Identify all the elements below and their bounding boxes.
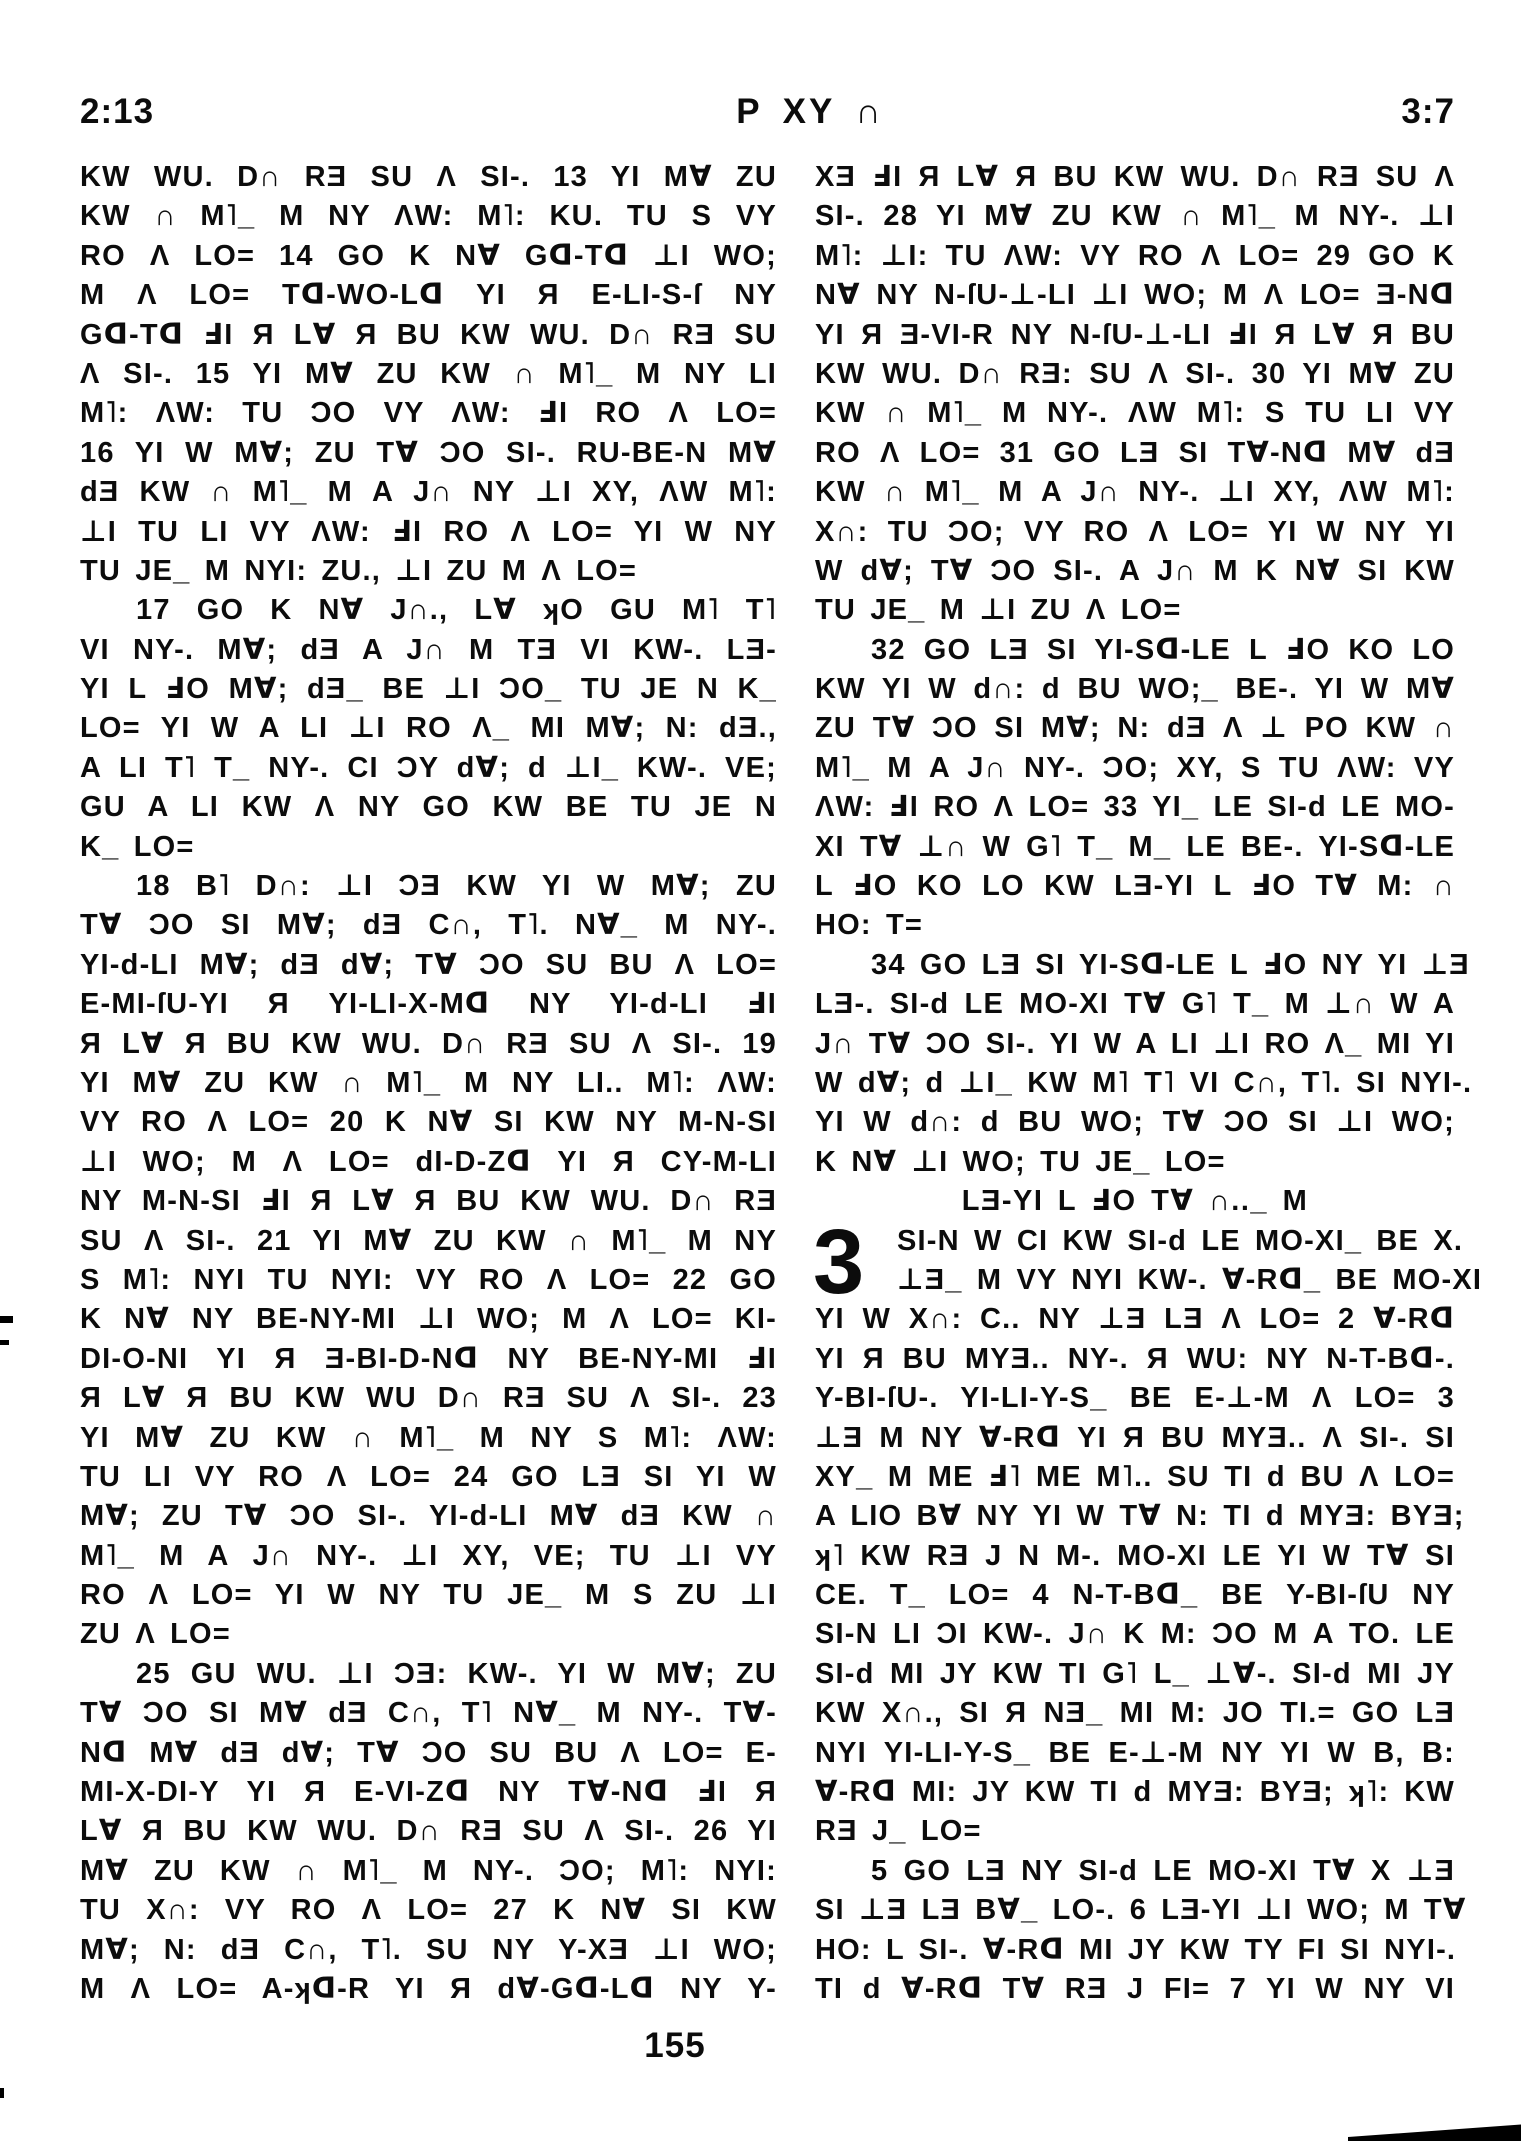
text-line: 17 GO K N∀ J∩., L∀ ʞO GU M˥ T˥ bbox=[136, 594, 777, 627]
text-line: T∀ ƆO SI M∀ dƎ C∩, T˥ N∀_ M NY-. T∀- bbox=[80, 1697, 777, 1730]
text-line: RO Λ LO= 14 GO K N∀ Gᗡ-Tᗡ ⊥I WO; bbox=[80, 239, 777, 272]
text-line: TU X∩: VY RO Λ LO= 27 K N∀ SI KW bbox=[80, 1894, 777, 1927]
text-line: RO Λ LO= YI W NY TU JE_ M S ZU ⊥I bbox=[80, 1579, 777, 1612]
text-line: LO= YI W A LI ⊥I RO Λ_ MI M∀; N: dƎ., bbox=[80, 712, 777, 745]
text-line: ⊥Ǝ_ M VY NYI KW-. ∀-Rᗡ_ BE MO-XI bbox=[897, 1263, 1483, 1296]
text-line: DI-O-NI YI Я Ǝ-BI-D-Nᗡ NY BE-NY-MI ℲI bbox=[80, 1342, 777, 1375]
text-line: 18 B˥ D∩: ⊥I ƆƎ KW YI W M∀; ZU bbox=[136, 870, 777, 903]
text-line: K N∀ NY BE-NY-MI ⊥I WO; M Λ LO= KI- bbox=[80, 1303, 777, 1336]
text-line: W d∀; T∀ ƆO SI-. A J∩ M K N∀ SI KW bbox=[815, 554, 1455, 587]
header-verse-range-left: 2:13 bbox=[80, 92, 155, 131]
text-line: HO: T= bbox=[815, 909, 924, 942]
text-line: CE. T_ LO= 4 N-T-Bᗡ_ BE Y-BI-ſU NY bbox=[815, 1579, 1455, 1612]
text-line: X∩: TU ƆO; VY RO Λ LO= YI W NY YI bbox=[815, 515, 1455, 548]
text-line: M˥_ M A J∩ NY-. ƆO; XY, S TU ΛW: VY bbox=[815, 751, 1455, 784]
page-number: 155 bbox=[644, 2026, 706, 2065]
text-line: A LI T˥ T_ NY-. CI ƆY d∀; d ⊥I_ KW-. VE; bbox=[80, 751, 777, 784]
text-line: dƎ KW ∩ M˥_ M A J∩ NY ⊥I XY, ΛW M˥: bbox=[80, 476, 777, 509]
text-line: Я L∀ Я BU KW WU D∩ RƎ SU Λ SI-. 23 bbox=[80, 1382, 777, 1415]
text-line: KW WU. D∩ RƎ: SU Λ SI-. 30 YI M∀ ZU bbox=[815, 357, 1455, 390]
text-line: XY_ M ME Ⅎ˥ ME M˥.. SU TI d BU Λ LO= bbox=[815, 1460, 1455, 1493]
text-line: ΛW: ℲI RO Λ LO= 33 YI_ LE SI-d LE MO- bbox=[815, 791, 1455, 824]
text-line: VI NY-. M∀; dƎ A J∩ M TƎ VI KW-. LƎ- bbox=[80, 633, 777, 666]
text-line: GU A LI KW Λ NY GO KW BE TU JE N bbox=[80, 791, 777, 824]
text-line: ⊥Ǝ M NY ∀-Rᗡ YI Я BU MYƎ.. Λ SI-. SI bbox=[815, 1421, 1455, 1454]
text-line: W d∀; d ⊥I_ KW M˥ T˥ VI C∩, T˥. SI NYI-. bbox=[815, 1066, 1473, 1099]
header-book-title: P XY ∩ bbox=[736, 92, 884, 131]
text-line: XƎ ℲI Я L∀ Я BU KW WU. D∩ RƎ SU Λ bbox=[815, 161, 1455, 193]
text-line: SU Λ SI-. 21 YI M∀ ZU KW ∩ M˥_ M NY bbox=[80, 1224, 777, 1257]
text-column-left bbox=[80, 158, 777, 2009]
text-line: ZU Λ LO= bbox=[80, 1618, 231, 1651]
text-line: M˥: ΛW: TU ƆO VY ΛW: ℲI RO Λ LO= bbox=[80, 397, 777, 430]
text-line: L ℲO KO LO KW LƎ-YI L ℲO T∀ M: ∩ bbox=[815, 870, 1455, 903]
text-line: SI-N LI ƆI KW-. J∩ K M: ƆO M A TO. LE bbox=[815, 1618, 1455, 1651]
text-line: ∀-Rᗡ MI: JY KW TI d MYƎ: BYƎ; ʞ˥: KW bbox=[815, 1776, 1455, 1809]
text-line: SI ⊥Ǝ LƎ B∀_ LO-. 6 LƎ-YI ⊥I WO; M T∀ bbox=[815, 1894, 1467, 1927]
text-line: YI Я BU MYƎ.. NY-. Я WU: NY N-T-Bᗡ-. bbox=[815, 1342, 1455, 1375]
text-line: Я L∀ Я BU KW WU. D∩ RƎ SU Λ SI-. 19 bbox=[80, 1027, 777, 1060]
text-line: 5 GO LƎ NY SI-d LE MO-XI T∀ X ⊥Ǝ bbox=[871, 1854, 1455, 1887]
text-line: SI-. 28 YI M∀ ZU KW ∩ M˥_ M NY-. ⊥I bbox=[815, 200, 1455, 233]
margin-mark bbox=[0, 1316, 13, 1323]
text-line: KW X∩., SI Я NƎ_ MI M: JO TI.= GO LƎ bbox=[815, 1697, 1455, 1730]
text-line: M∀; ZU T∀ ƆO SI-. YI-d-LI M∀ dƎ KW ∩ bbox=[80, 1500, 777, 1533]
text-line: Y-BI-ſU-. YI-LI-Y-S_ BE E-⊥-M Λ LO= 3 bbox=[815, 1382, 1455, 1415]
text-line: MI-X-DI-Y YI Я E-VI-Zᗡ NY T∀-Nᗡ ℲI Я bbox=[80, 1776, 777, 1809]
text-line: M˥_ M A J∩ NY-. ⊥I XY, VE; TU ⊥I VY bbox=[80, 1539, 777, 1572]
text-line: RO Λ LO= 31 GO LƎ SI T∀-Nᗡ M∀ dƎ bbox=[815, 436, 1455, 469]
text-line: 34 GO LƎ SI YI-Sᗡ-LE L ℲO NY YI ⊥Ǝ bbox=[871, 948, 1470, 981]
text-line: TU LI VY RO Λ LO= 24 GO LƎ SI YI W bbox=[80, 1460, 777, 1493]
text-line: M∀ ZU KW ∩ M˥_ M NY-. ƆO; M˥: NYI: bbox=[80, 1854, 777, 1887]
text-line: A LIO B∀ NY YI W T∀ N: TI d MYƎ: BYƎ; bbox=[815, 1500, 1465, 1533]
text-line: ZU T∀ ƆO SI M∀; N: dƎ Λ ⊥ PO KW ∩ bbox=[815, 712, 1455, 745]
text-line: YI W d∩: d BU WO; T∀ ƆO SI ⊥I WO; bbox=[815, 1106, 1455, 1139]
text-line: KW YI W d∩: d BU WO;_ BE-. YI W M∀ bbox=[815, 673, 1455, 706]
text-line: M Λ LO= Tᗡ-WO-Lᗡ YI Я E-LI-S-ſ NY bbox=[80, 279, 777, 312]
text-line: KW ∩ M˥_ M A J∩ NY-. ⊥I XY, ΛW M˥: bbox=[815, 476, 1455, 509]
text-line: M∀; N: dƎ C∩, T˥. SU NY Y-XƎ ⊥I WO; bbox=[80, 1933, 777, 1966]
margin-mark bbox=[0, 1340, 9, 1345]
text-line: ⊥I TU LI VY ΛW: ℲI RO Λ LO= YI W NY bbox=[80, 515, 777, 548]
text-line: TU JE_ M NYI: ZU., ⊥I ZU M Λ LO= bbox=[80, 554, 638, 587]
text-line: M Λ LO= A-ʞᗡ-R YI Я d∀-Gᗡ-Lᗡ NY Y- bbox=[80, 1972, 777, 2005]
text-line: YI Я Ǝ-VI-R NY N-ſU-⊥-LI ℲI Я L∀ Я BU bbox=[815, 318, 1455, 351]
margin-mark bbox=[0, 2088, 4, 2098]
text-line: XI T∀ ⊥∩ W G˥ T_ M_ LE BE-. YI-Sᗡ-LE bbox=[815, 830, 1455, 863]
text-line: SI-d MI JY KW TI G˥ L_ ⊥∀-. SI-d MI JY bbox=[815, 1657, 1455, 1690]
text-line: YI L ℲO M∀; dƎ_ BE ⊥I ƆO_ TU JE N K_ bbox=[80, 673, 777, 706]
text-line: Λ SI-. 15 YI M∀ ZU KW ∩ M˥_ M NY LI bbox=[80, 357, 777, 390]
text-line: ʞ˥ KW RƎ J N M-. MO-XI LE YI W T∀ SI bbox=[815, 1539, 1455, 1572]
text-line: RƎ J_ LO= bbox=[815, 1815, 982, 1848]
text-line: YI W X∩: C.. NY ⊥Ǝ LƎ Λ LO= 2 ∀-Rᗡ bbox=[815, 1303, 1455, 1336]
text-line: SI-N W CI KW SI-d LE MO-XI_ BE X. bbox=[897, 1224, 1464, 1257]
text-line: KW ∩ M˥_ M NY-. ΛW M˥: S TU LI VY bbox=[815, 397, 1455, 430]
text-line: J∩ T∀ ƆO SI-. YI W A LI ⊥I RO Λ_ MI YI bbox=[815, 1027, 1455, 1060]
text-line: K N∀ ⊥I WO; TU JE_ LO= bbox=[815, 1145, 1226, 1178]
text-line: KW ∩ M˥_ M NY ΛW: M˥: KU. TU S VY bbox=[80, 200, 777, 233]
text-line: ⊥I WO; M Λ LO= dI-D-Zᗡ YI Я CY-M-LI bbox=[80, 1145, 777, 1178]
text-line: YI-d-LI M∀; dƎ d∀; T∀ ƆO SU BU Λ LO= bbox=[80, 948, 777, 981]
text-line: NY M-N-SI ℲI Я L∀ Я BU KW WU. D∩ RƎ bbox=[80, 1185, 777, 1218]
header-verse-range-right: 3:7 bbox=[1401, 92, 1455, 131]
text-line: NYI YI-LI-Y-S_ BE E-⊥-M NY YI W B, B: bbox=[815, 1736, 1455, 1769]
text-line: M˥: ⊥I: TU ΛW: VY RO Λ LO= 29 GO K bbox=[815, 239, 1455, 272]
text-line: VY RO Λ LO= 20 K N∀ SI KW NY M-N-SI bbox=[80, 1106, 777, 1139]
text-line: TI d ∀-Rᗡ T∀ RƎ J FI= 7 YI W NY VI bbox=[815, 1972, 1455, 2005]
text-line: 32 GO LƎ SI YI-Sᗡ-LE L ℲO KO LO bbox=[871, 633, 1455, 666]
text-line: Gᗡ-Tᗡ ℲI Я L∀ Я BU KW WU. D∩ RƎ SU bbox=[80, 318, 777, 351]
text-line: YI M∀ ZU KW ∩ M˥_ M NY S M˥: ΛW: bbox=[80, 1421, 777, 1454]
text-line: L∀ Я BU KW WU. D∩ RƎ SU Λ SI-. 26 YI bbox=[80, 1815, 777, 1848]
section-heading: LƎ-YI L ℲO T∀ ∩.._ M bbox=[961, 1185, 1309, 1218]
scan-artifact-wedge bbox=[1348, 2123, 1521, 2141]
text-line: E-MI-ſU-YI Я YI-LI-X-Mᗡ NY YI-d-LI ℲI bbox=[80, 988, 777, 1021]
text-line: K_ LO= bbox=[80, 830, 195, 863]
text-line: 16 YI W M∀; ZU T∀ ƆO SI-. RU-BE-N M∀ bbox=[80, 436, 777, 469]
text-line: T∀ ƆO SI M∀; dƎ C∩, T˥. N∀_ M NY-. bbox=[80, 909, 777, 942]
text-line: KW WU. D∩ RƎ SU Λ SI-. 13 YI M∀ ZU bbox=[80, 161, 777, 193]
text-line: Nᗡ M∀ dƎ d∀; T∀ ƆO SU BU Λ LO= E- bbox=[80, 1736, 777, 1769]
text-line: HO: L SI-. ∀-Rᗡ MI JY KW TY FI SI NYI-. bbox=[815, 1933, 1457, 1966]
text-line: LƎ-. SI-d LE MO-XI T∀ G˥ T_ M ⊥∩ W A bbox=[815, 988, 1455, 1021]
chapter-drop-cap: 3 bbox=[813, 1211, 865, 1313]
text-column-right bbox=[815, 158, 1483, 2009]
text-line: N∀ NY N-ſU-⊥-LI ⊥I WO; M Λ LO= Ǝ-Nᗡ bbox=[815, 279, 1455, 312]
text-line: S M˥: NYI TU NYI: VY RO Λ LO= 22 GO bbox=[80, 1263, 777, 1296]
text-line: 25 GU WU. ⊥I ƆƎ: KW-. YI W M∀; ZU bbox=[136, 1657, 777, 1690]
text-line: YI M∀ ZU KW ∩ M˥_ M NY LI.. M˥: ΛW: bbox=[80, 1066, 777, 1099]
text-line: TU JE_ M ⊥I ZU Λ LO= bbox=[815, 594, 1182, 627]
